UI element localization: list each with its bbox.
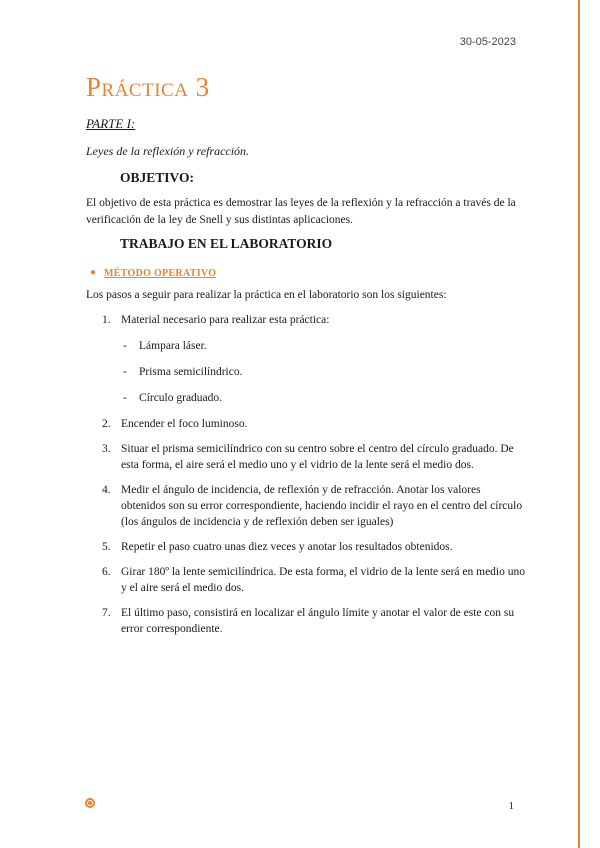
page-edge-rule [578,0,580,848]
page-title: Práctica 3 [86,72,210,102]
dash-bullet: - [123,392,127,404]
step-number: 1. [102,314,111,326]
step-number: 2. [102,418,111,430]
step-text: El último paso, consistirá en localizar el ángulo límite y anotar el valor de este con su error correspondiente. [121,607,515,635]
material-text: Lámpara láser. [139,340,207,352]
step-number: 7. [102,607,111,619]
footer-logo-icon [85,798,95,808]
step-item [104,416,526,432]
step-text: Material necesario para realizar esta práctica: [121,314,330,326]
material-item [121,338,526,354]
materials-list [121,338,526,406]
part-label: PARTE I: [86,116,136,131]
step-item [104,564,526,596]
step-text: Encender el foco luminoso. [121,418,248,430]
steps-intro: Los pasos a seguir para realizar la práctica en el laboratorio son los siguientes: [86,289,447,301]
step-item [104,605,526,637]
method-label: MÉTODO OPERATIVO [104,268,217,279]
material-text: Prisma semicilíndrico. [139,366,243,378]
document-date: 30-05-2023 [459,36,516,48]
material-item [121,390,526,406]
step-text: Repetir el paso cuatro unas diez veces y anotar los resultados obtenidos. [121,541,453,553]
step-item [104,312,526,406]
step-item [104,539,526,555]
dash-bullet: - [123,366,127,378]
step-item [104,482,526,530]
step-number: 5. [102,541,111,553]
step-text: Situar el prisma semicilíndrico con su centro sobre el centro del círculo graduado. De esta forma, el aire será el medio uno y el vidrio de la lente será el medio dos. [121,443,514,471]
dash-bullet: - [123,340,127,352]
lab-heading: TRABAJO EN EL LABORATORIO [120,236,333,251]
section-subtitle: Leyes de la reflexión y refracción. [86,144,250,158]
step-number: 6. [102,566,111,578]
step-text: Medir el ángulo de incidencia, de reflexión y de refracción. Anotar los valores obtenidos son su error correspondiente, haciendo incidir el rayo en el centro del círculo (los ángulos de incidencia y de reflexión deben ser iguales) [121,484,523,528]
steps-list [104,312,526,646]
step-text: Girar 180º la lente semicilíndrica. De esta forma, el vidrio de la lente será en medio uno y el aire será el medio dos. [121,566,525,594]
bullet-icon: ● [90,267,97,278]
page-number: 1 [508,800,514,812]
objective-text: El objetivo de esta práctica es demostrar las leyes de la reflexión y la refracción a través de la verificación de la ley de Snell y sus distintas aplicaciones. [86,197,516,226]
material-text: Círculo graduado. [139,392,223,404]
step-number: 3. [102,443,111,455]
material-item [121,364,526,380]
step-number: 4. [102,484,111,496]
step-item [104,441,526,473]
objective-heading: OBJETIVO: [120,170,194,185]
